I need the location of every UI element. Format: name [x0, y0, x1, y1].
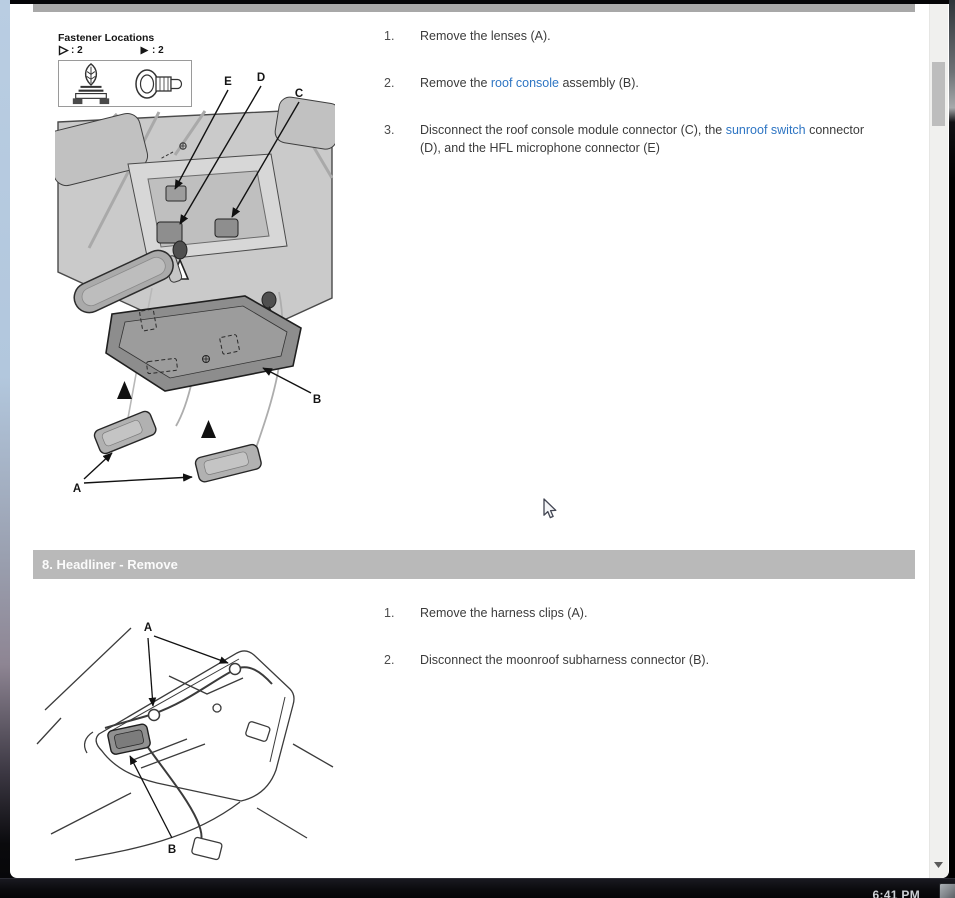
section-header-bar — [33, 550, 915, 579]
mouse-cursor-icon — [543, 498, 559, 520]
taskbar-clock[interactable]: 6:41 PM — [872, 888, 920, 898]
left-window-edge — [0, 0, 10, 898]
step-row — [384, 74, 904, 92]
scrollbar-down-button[interactable] — [931, 858, 946, 872]
step-number: 3. — [384, 123, 395, 137]
open-triangle-count: : 2 — [58, 45, 83, 56]
step-row — [384, 604, 904, 622]
vertical-scrollbar[interactable] — [929, 4, 948, 878]
roof-console-figure — [55, 60, 335, 505]
chevron-down-icon — [934, 862, 943, 868]
roof-console-steps — [384, 27, 904, 186]
step-text: Remove the lenses (A). — [420, 29, 551, 43]
headliner-steps — [384, 604, 904, 698]
roof-console-link[interactable]: roof console — [490, 76, 559, 90]
figure2-label-a: A — [143, 622, 153, 634]
right-window-edge — [949, 0, 955, 898]
fastener-legend — [58, 32, 218, 58]
figure1-label-a: A — [72, 483, 82, 495]
fastener-counts — [58, 45, 218, 58]
scrollbar-thumb[interactable] — [932, 62, 945, 126]
section-header-title: 8. Headliner - Remove — [42, 557, 178, 572]
document-window — [10, 4, 949, 878]
step-text: Remove the harness clips (A). — [420, 606, 588, 620]
step-text: Disconnect the moonroof subharness connector (B). — [420, 653, 710, 667]
step-row — [384, 651, 904, 669]
sunroof-switch-link[interactable]: sunroof switch — [725, 123, 806, 137]
step-row — [384, 121, 904, 157]
figure1-label-c: C — [294, 88, 304, 100]
step-number: 2. — [384, 653, 395, 667]
figure1-label-e: E — [224, 76, 232, 88]
step-row — [384, 27, 904, 45]
step-text: Remove the roof console assembly (B). — [420, 76, 639, 90]
figure1-label-d: D — [256, 72, 266, 84]
step-text: Disconnect the roof console module connector (C), the sunroof switch connector (D), and the HFL microphone connector (E) — [420, 123, 864, 155]
fastener-legend-title: Fastener Locations — [58, 32, 155, 44]
filled-triangle-icon — [139, 45, 150, 56]
step-number: 2. — [384, 76, 395, 90]
figure1-label-b: B — [312, 394, 322, 406]
step-number: 1. — [384, 606, 395, 620]
open-triangle-icon — [58, 45, 69, 56]
headliner-figure — [35, 612, 335, 872]
show-desktop-button[interactable] — [939, 883, 955, 898]
step-number: 1. — [384, 29, 395, 43]
previous-section-bar — [33, 4, 915, 12]
taskbar — [0, 878, 955, 898]
figure2-label-b: B — [167, 844, 177, 856]
filled-triangle-count: : 2 — [139, 45, 164, 56]
